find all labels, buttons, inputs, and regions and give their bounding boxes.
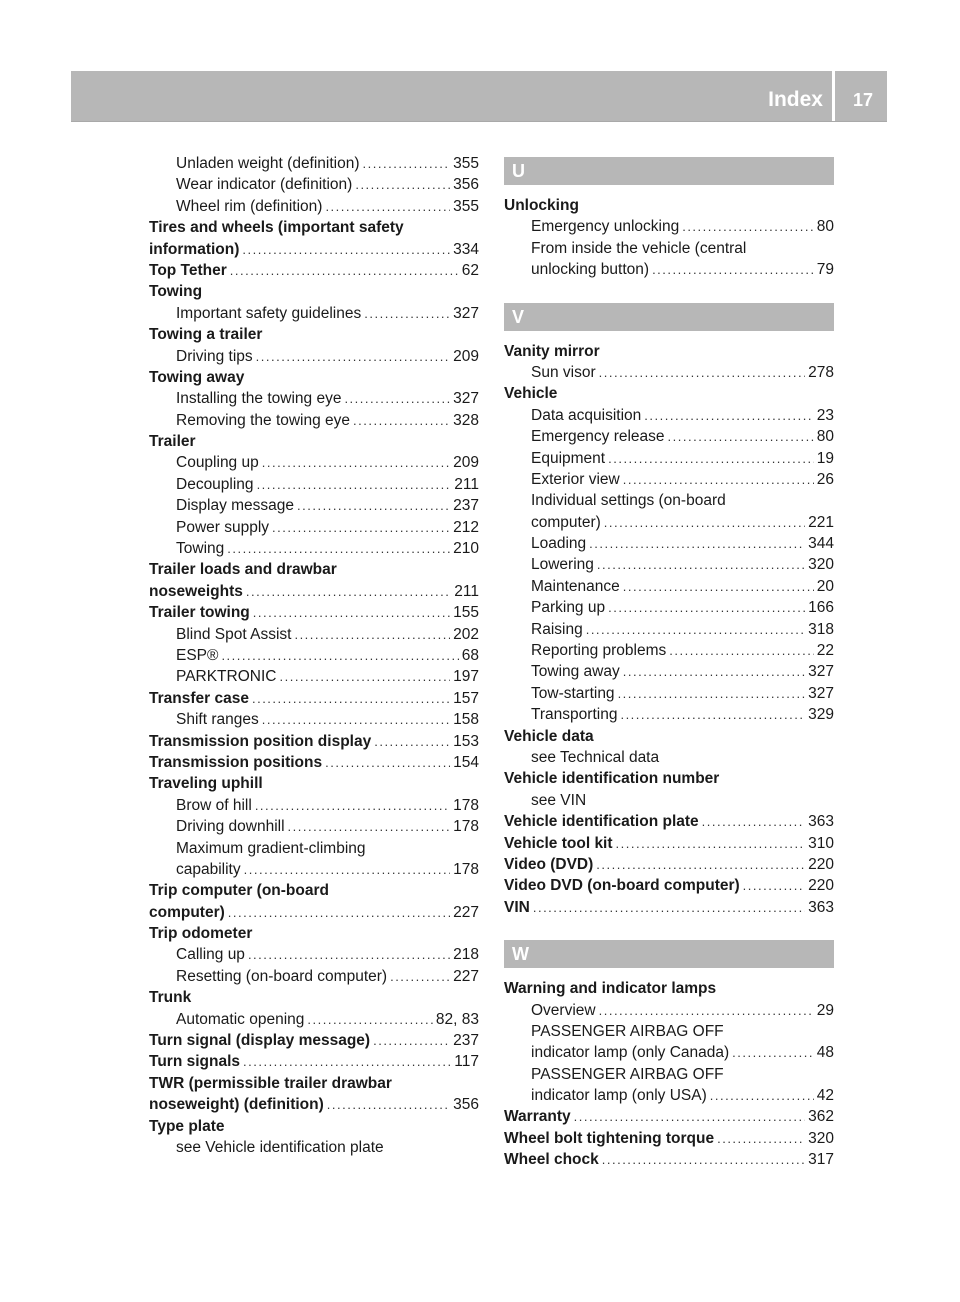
entry-term: Coupling up — [176, 454, 259, 472]
index-heading: Unlocking — [504, 197, 579, 214]
entry-term: Power supply — [176, 518, 270, 536]
entry-term: Video (DVD) — [504, 855, 594, 873]
entry-term: Reporting problems — [531, 642, 667, 660]
entry-term: noseweight) (definition) — [149, 1096, 324, 1114]
index-subentry[interactable] — [149, 538, 479, 559]
page-reference[interactable]: 26 — [816, 470, 834, 488]
entry-term: Blind Spot Assist — [176, 625, 292, 643]
dot-leader — [230, 260, 459, 281]
entry-term: Driving downhill — [176, 818, 285, 836]
dot-leader — [618, 683, 806, 704]
entry-term: Resetting (on-board computer) — [176, 967, 388, 985]
entry-term: indicator lamp (only USA) — [531, 1087, 707, 1105]
dot-leader — [257, 474, 452, 495]
page-reference[interactable]: 153 — [453, 732, 479, 750]
dot-leader — [248, 944, 450, 965]
index-heading: Trailer — [149, 433, 196, 451]
index-subentry-text: PASSENGER AIRBAG OFF — [531, 1022, 724, 1040]
dot-leader — [616, 833, 806, 854]
index-subentry[interactable] — [504, 259, 834, 280]
index-subentry-text: see VIN — [531, 791, 587, 809]
page-reference[interactable]: 334 — [453, 240, 479, 258]
dot-leader — [325, 752, 450, 773]
dot-leader — [374, 731, 450, 752]
index-heading: Trailer loads and drawbar — [149, 561, 337, 579]
index-entry[interactable] — [149, 602, 479, 623]
dot-leader — [710, 1085, 814, 1106]
entry-term: Wear indicator (definition) — [176, 176, 353, 194]
section-letter-v: V — [504, 303, 834, 331]
entry-term: Brow of hill — [176, 796, 252, 814]
entry-term: capability — [176, 860, 241, 878]
header-divider — [832, 71, 835, 121]
entry-term: Emergency unlocking — [531, 218, 680, 236]
index-heading: Tires and wheels (important safety — [149, 219, 404, 237]
section-letter-w: W — [504, 940, 834, 968]
entry-term: Wheel chock — [504, 1151, 599, 1169]
entry-term: Overview — [531, 1001, 596, 1019]
index-subentry[interactable] — [149, 495, 479, 516]
entry-term: Sun visor — [531, 363, 596, 381]
index-subentry[interactable] — [149, 966, 479, 987]
entry-term: Lowering — [531, 556, 594, 574]
index-subentry[interactable] — [149, 174, 479, 195]
index-entry[interactable] — [504, 1106, 834, 1127]
dot-leader — [620, 704, 805, 725]
dot-leader — [608, 597, 805, 618]
dot-leader — [574, 1106, 806, 1127]
page-reference[interactable]: 363 — [808, 813, 834, 831]
page-reference[interactable]: 79 — [816, 261, 834, 279]
index-subentry[interactable] — [504, 576, 834, 597]
page-reference[interactable]: 80 — [816, 428, 834, 446]
entry-term: Automatic opening — [176, 1010, 305, 1028]
index-subentry[interactable] — [504, 1085, 834, 1106]
index-subentry[interactable] — [149, 645, 479, 666]
index-entry[interactable] — [149, 752, 479, 773]
entry-term: noseweights — [149, 582, 243, 600]
index-subentry[interactable] — [149, 624, 479, 645]
page-reference[interactable]: 178 — [453, 860, 479, 878]
page-reference[interactable]: 320 — [808, 1129, 834, 1147]
page-reference[interactable]: 209 — [453, 454, 479, 472]
page-reference[interactable]: 237 — [453, 497, 479, 515]
index-subentry-text: Individual settings (on-board — [531, 492, 726, 510]
dot-leader — [623, 469, 814, 490]
entry-term: Tow-starting — [531, 684, 615, 702]
page-reference[interactable]: 227 — [453, 903, 479, 921]
dot-leader — [604, 512, 805, 533]
index-entry[interactable] — [149, 239, 479, 260]
entry-term: Driving tips — [176, 347, 253, 365]
dot-leader — [602, 1149, 805, 1170]
page-reference[interactable]: 329 — [808, 706, 834, 724]
entry-term: Data acquisition — [531, 406, 642, 424]
page-reference[interactable]: 48 — [816, 1044, 834, 1062]
dot-leader — [597, 554, 805, 575]
entry-term: Transmission positions — [149, 753, 323, 771]
page-reference[interactable]: 211 — [454, 475, 479, 493]
dot-leader — [682, 216, 814, 237]
page-reference[interactable]: 154 — [453, 753, 479, 771]
page-reference[interactable]: 318 — [808, 620, 834, 638]
index-subentry[interactable] — [504, 554, 834, 575]
dot-leader — [255, 795, 450, 816]
dot-leader — [652, 259, 814, 280]
index-heading: Vehicle data — [504, 727, 594, 745]
page-reference[interactable]: 157 — [453, 689, 479, 707]
page-reference[interactable]: 42 — [816, 1087, 834, 1105]
page-reference[interactable]: 29 — [816, 1001, 834, 1019]
index-subentry[interactable] — [149, 859, 479, 880]
page-reference[interactable]: 197 — [453, 668, 479, 686]
entry-term: Turn signals — [149, 1053, 241, 1071]
entry-term: Removing the towing eye — [176, 411, 351, 429]
dot-leader — [702, 811, 805, 832]
page-reference[interactable]: 317 — [808, 1151, 834, 1169]
index-entry[interactable] — [504, 1149, 834, 1170]
entry-term: information) — [149, 240, 240, 258]
page-reference[interactable]: 363 — [808, 898, 834, 916]
index-heading: Vehicle identification number — [504, 770, 720, 788]
index-subentry[interactable] — [504, 597, 834, 618]
page-reference[interactable]: 209 — [453, 347, 479, 365]
dot-leader — [262, 709, 450, 730]
page-reference[interactable]: 178 — [453, 796, 479, 814]
index-subentry[interactable] — [504, 533, 834, 554]
page-reference[interactable]: 20 — [816, 577, 834, 595]
entry-term: Emergency release — [531, 428, 665, 446]
index-subentry-text: see Technical data — [531, 748, 660, 766]
page-reference[interactable]: 220 — [808, 877, 834, 895]
index-subentry[interactable] — [504, 448, 834, 469]
index-subentry-text: see Vehicle identification plate — [176, 1138, 384, 1156]
page-reference[interactable]: 355 — [453, 155, 479, 172]
header-bar — [71, 71, 887, 122]
page-reference[interactable]: 117 — [454, 1053, 479, 1071]
index-subentry-text: From inside the vehicle (central — [531, 239, 747, 257]
page-number: 17 — [852, 90, 873, 110]
entry-term: Transporting — [531, 706, 618, 724]
dot-leader — [262, 452, 450, 473]
index-entry[interactable] — [149, 731, 479, 752]
index-subentry[interactable] — [504, 1042, 834, 1063]
dot-leader — [390, 966, 450, 987]
entry-term: Transmission position display — [149, 732, 372, 750]
page-reference[interactable]: 62 — [461, 261, 479, 279]
entry-term: Turn signal (display message) — [149, 1032, 371, 1050]
index-heading: Vanity mirror — [504, 342, 600, 360]
index-subentry[interactable] — [504, 405, 834, 426]
index-subentry[interactable] — [149, 816, 479, 837]
index-heading: Warning and indicator lamps — [504, 980, 717, 998]
entry-term: ESP® — [176, 646, 219, 664]
entry-term: computer) — [531, 513, 601, 531]
index-heading: Traveling uphill — [149, 775, 263, 793]
entry-term: Maintenance — [531, 577, 620, 595]
index-entry[interactable] — [504, 854, 834, 875]
index-subentry[interactable] — [504, 640, 834, 661]
dot-leader — [221, 645, 458, 666]
page-reference[interactable]: 158 — [453, 711, 479, 729]
index-subentry[interactable] — [149, 388, 479, 409]
index-entry[interactable] — [149, 1051, 479, 1072]
index-entry[interactable] — [149, 260, 479, 281]
dot-leader — [353, 410, 450, 431]
entry-term: Wheel bolt tightening torque — [504, 1129, 715, 1147]
dot-leader — [623, 576, 814, 597]
dot-leader — [364, 303, 450, 324]
index-entry[interactable] — [504, 833, 834, 854]
index-subentry[interactable] — [149, 452, 479, 473]
index-heading: Towing a trailer — [149, 326, 263, 344]
dot-leader — [589, 533, 805, 554]
entry-term: Trailer towing — [149, 604, 250, 622]
page-reference[interactable]: 212 — [453, 518, 479, 536]
dot-leader — [325, 196, 450, 217]
index-subentry[interactable] — [504, 512, 834, 533]
index-subentry[interactable] — [149, 153, 479, 174]
page-reference[interactable]: 310 — [808, 834, 834, 852]
page-reference[interactable]: 355 — [453, 197, 479, 215]
entry-term: Transfer case — [149, 689, 249, 707]
entry-term: indicator lamp (only Canada) — [531, 1044, 730, 1062]
entry-term: Vehicle tool kit — [504, 834, 613, 852]
index-subentry[interactable] — [149, 795, 479, 816]
dot-leader — [669, 640, 813, 661]
page-reference[interactable]: 166 — [808, 599, 834, 617]
entry-term: Wheel rim (definition) — [176, 197, 323, 215]
dot-leader — [288, 816, 451, 837]
entry-term: PARKTRONIC — [176, 668, 277, 686]
page-reference[interactable]: 22 — [816, 642, 834, 660]
page-reference[interactable]: 327 — [808, 684, 834, 702]
index-entry[interactable] — [504, 897, 834, 918]
dot-leader — [294, 624, 450, 645]
entry-term: Shift ranges — [176, 711, 259, 729]
dot-leader — [533, 897, 805, 918]
dot-leader — [297, 495, 450, 516]
index-subentry[interactable] — [149, 410, 479, 431]
entry-term: Calling up — [176, 946, 245, 964]
dot-leader — [743, 875, 805, 896]
index-subentry[interactable] — [149, 1009, 479, 1030]
index-column-left — [149, 153, 479, 1158]
entry-term: Video DVD (on-board computer) — [504, 877, 740, 895]
index-subentry[interactable] — [504, 426, 834, 447]
index-entry[interactable] — [504, 875, 834, 896]
index-column-right — [504, 153, 834, 1171]
dot-leader — [608, 448, 814, 469]
page-reference[interactable]: 227 — [453, 967, 479, 985]
page-reference[interactable]: 178 — [453, 818, 479, 836]
entry-term: Warranty — [504, 1108, 571, 1126]
index-heading: Vehicle — [504, 385, 558, 403]
dot-leader — [355, 174, 450, 195]
dot-leader — [256, 346, 450, 367]
index-heading: Trunk — [149, 989, 192, 1007]
dot-leader — [228, 902, 450, 923]
entry-term: Towing away — [531, 663, 620, 681]
index-heading: Towing away — [149, 368, 245, 386]
page-reference[interactable]: 344 — [808, 535, 834, 553]
page-reference[interactable]: 220 — [808, 855, 834, 873]
dot-leader — [252, 688, 450, 709]
index-subentry-text: PASSENGER AIRBAG OFF — [531, 1065, 724, 1083]
page-reference[interactable]: 68 — [461, 646, 479, 664]
dot-leader — [246, 581, 451, 602]
dot-leader — [373, 1030, 450, 1051]
page-reference[interactable]: 327 — [453, 390, 479, 408]
entry-term: Equipment — [531, 449, 606, 467]
entry-term: Display message — [176, 497, 295, 515]
index-subentry[interactable] — [504, 619, 834, 640]
page-reference[interactable]: 155 — [453, 604, 479, 622]
index-entry[interactable] — [149, 1030, 479, 1051]
index-subentry[interactable] — [149, 303, 479, 324]
index-subentry[interactable] — [149, 666, 479, 687]
dot-leader — [227, 538, 450, 559]
dot-leader — [363, 153, 451, 174]
dot-leader — [344, 388, 450, 409]
entry-term: Exterior view — [531, 470, 620, 488]
entry-term: Important safety guidelines — [176, 304, 362, 322]
page-reference[interactable]: 80 — [816, 218, 834, 236]
dot-leader — [732, 1042, 814, 1063]
page-reference[interactable]: 356 — [453, 1096, 479, 1114]
page-reference[interactable]: 327 — [808, 663, 834, 681]
page-reference[interactable]: 237 — [453, 1032, 479, 1050]
index-entry[interactable] — [504, 811, 834, 832]
entry-term: Parking up — [531, 599, 606, 617]
index-subentry[interactable] — [504, 216, 834, 237]
index-heading: Type plate — [149, 1117, 225, 1135]
dot-leader — [307, 1009, 433, 1030]
dot-leader — [599, 1000, 814, 1021]
index-subentry[interactable] — [149, 346, 479, 367]
page-reference[interactable]: 82, 83 — [435, 1010, 479, 1028]
page-reference[interactable]: 328 — [453, 411, 479, 429]
entry-term: Installing the towing eye — [176, 390, 342, 408]
dot-leader — [717, 1128, 805, 1149]
index-entry[interactable] — [149, 1094, 479, 1115]
index-heading: Trip odometer — [149, 925, 253, 943]
dot-leader — [242, 239, 450, 260]
dot-leader — [244, 859, 451, 880]
index-entry[interactable] — [149, 581, 479, 602]
index-heading: Trip computer (on-board — [149, 882, 329, 900]
entry-term: Raising — [531, 620, 583, 638]
index-subentry[interactable] — [149, 517, 479, 538]
page-reference[interactable]: 320 — [808, 556, 834, 574]
index-entry[interactable] — [149, 902, 479, 923]
index-subentry[interactable] — [504, 683, 834, 704]
index-subentry[interactable] — [149, 709, 479, 730]
page-reference[interactable]: 327 — [453, 304, 479, 322]
index-subentry[interactable] — [149, 474, 479, 495]
page-reference[interactable]: 210 — [453, 540, 479, 558]
dot-leader — [596, 854, 805, 875]
entry-term: VIN — [504, 898, 530, 916]
entry-term: Towing — [176, 540, 225, 558]
entry-term: computer) — [149, 903, 225, 921]
dot-leader — [623, 661, 805, 682]
entry-term: Top Tether — [149, 261, 227, 279]
entry-term: Unladen weight (definition) — [176, 155, 360, 172]
index-entry[interactable] — [149, 688, 479, 709]
index-heading: TWR (permissible trailer drawbar — [149, 1074, 392, 1092]
index-heading: Towing — [149, 283, 203, 301]
index-subentry[interactable] — [504, 469, 834, 490]
dot-leader — [586, 619, 805, 640]
index-subentry[interactable] — [149, 944, 479, 965]
dot-leader — [644, 405, 813, 426]
page-reference[interactable]: 278 — [808, 363, 834, 381]
dot-leader — [327, 1094, 450, 1115]
page-reference[interactable]: 202 — [453, 625, 479, 643]
index-entry[interactable] — [504, 1128, 834, 1149]
dot-leader — [243, 1051, 451, 1072]
header-title: Index — [768, 88, 823, 111]
entry-term: unlocking button) — [531, 261, 650, 279]
dot-leader — [272, 517, 450, 538]
page-reference[interactable]: 221 — [808, 513, 834, 531]
index-subentry[interactable] — [504, 661, 834, 682]
page-reference[interactable]: 19 — [816, 449, 834, 467]
dot-leader — [279, 666, 450, 687]
section-letter-u: U — [504, 157, 834, 185]
page-reference[interactable]: 356 — [453, 176, 479, 194]
entry-term: Vehicle identification plate — [504, 813, 699, 831]
dot-leader — [253, 602, 450, 623]
index-subentry-text: Maximum gradient-climbing — [176, 839, 366, 857]
index-subentry[interactable] — [149, 196, 479, 217]
index-subentry[interactable] — [504, 362, 834, 383]
dot-leader — [668, 426, 814, 447]
entry-term: Loading — [531, 535, 587, 553]
page-reference[interactable]: 211 — [454, 582, 479, 600]
page-reference[interactable]: 218 — [453, 946, 479, 964]
index-subentry[interactable] — [504, 1000, 834, 1021]
entry-term: Decoupling — [176, 475, 254, 493]
page-reference[interactable]: 23 — [816, 406, 834, 424]
index-subentry[interactable] — [504, 704, 834, 725]
dot-leader — [599, 362, 806, 383]
page-reference[interactable]: 362 — [808, 1108, 834, 1126]
